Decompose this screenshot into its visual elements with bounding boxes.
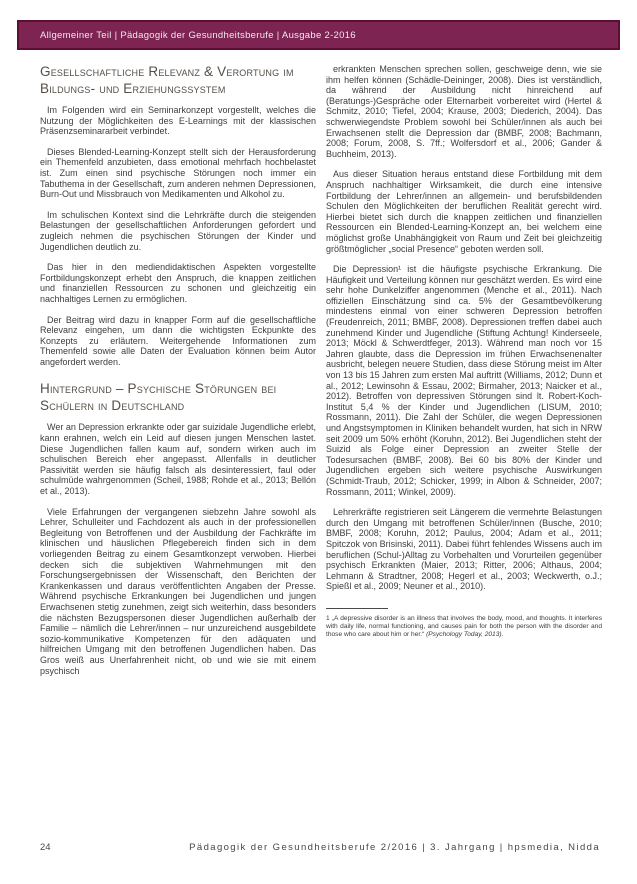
page-footer [40, 842, 600, 853]
right-column [326, 64, 602, 686]
section-heading-hintergrund: Hintergrund – Psychische Störungen bei Schülern in Deutschland [40, 381, 277, 413]
footnote-separator [326, 608, 388, 609]
paragraph: Im schulischen Kontext sind die Lehrkräfte durch die steigenden Belastungen der gesellschaftlichen Anforderungen gefordert und zugleich nehmen die psychischen Störungen der Kinder und Jugendlichen deutlich zu. [40, 209, 316, 252]
paragraph: Dieses Blended-Learning-Konzept stellt sich der Herausforderung ein Themenfeld anzubieten, dass emotional mehrfach hochbelastet ist. Zum einen sind psychische Störungen noch immer ein Tabuthema in der Gesellschaft, zum anderen nehmen Depressionen, Burn-Out und Missbrauch von Medikamenten und Alkohol zu. [40, 146, 316, 200]
footnote [326, 612, 602, 640]
footnote-text: 1 „A depressive disorder is an illness that involves the body, mood, and thoughts. It interferes with daily life, normal functioning, and causes pain for both the person with the disorder and those who care about him or her.“ [326, 614, 602, 639]
header-bar-text: Allgemeiner Teil | Pädagogik der Gesundheitsberufe | Ausgabe 2-2016 [40, 29, 356, 41]
journal-header-bar [17, 20, 620, 50]
paragraph: Wer an Depression erkrankte oder gar suizidale Jugendliche erlebt, kann erahnen, welch ein Leid auf diesen jungen Menschen lastet. Diese Jugendlichen fallen kaum auf, sondern wirken auch im schulischen Bereich eher angepasst. Allenfalls in deutlicher Passivität werden sie häufig falsch als desinteressiert, faul oder schulmüde wahrgenommen (Scheil, 1988; Rohde et al., 2013; Bellón et al., 2013). [40, 422, 316, 497]
footnote-source: (Psychology Today, 2013). [426, 631, 504, 639]
footer-journal-line: Pädagogik der Gesundheitsberufe 2/2016 | 3. Jahrgang | hpsmedia, Nidda [189, 842, 600, 853]
paragraph: Im Folgenden wird ein Seminarkonzept vorgestellt, welches die Nutzung der Möglichkeiten des E-Learnings mit der klassischen Präsenzseminararbeit verbindet. [40, 105, 316, 137]
paragraph: Viele Erfahrungen der vergangenen siebzehn Jahre sowohl als Lehrer, Schulleiter und Fachdozent als auch in der professionellen Begleitung von Betroffenen und der Ausbildung der Fachkräfte im klinischen und häuslichen Pflegebereich finden sich in dem vorliegenden Beitrag zu einem Gesamtkonzept verwoben. Hierbei decken sich die subjektiven Wahrnehmungen mit den Forschungsergebnissen der Wissenschaft, den Berichten der Krankenkassen und daraus veröffentlichten Angaben der Presse. Während psychische Erkrankungen bei Jugendlichen und jungen Erwachsenen stetig zunehmen, zeigt sich weiterhin, dass besonders die nächsten Bezugspersonen dieser Jugendlichen außerhalb der Familie – nämlich die Lehrer/innen – nur unzureichend ausgebildete sozio-kommunikative Kompetenzen für den adäquaten und hilfreichen Umgang mit den betroffenen Jugendlichen haben. Das Gros weiß aus Unerfahrenheit nicht, ob und wie sie mit einem psychisch [40, 506, 316, 676]
paragraph: Die Depression¹ ist die häufigste psychische Erkrankung. Die Häufigkeit und Verteilung können nur geschätzt werden. Es wird eine sehr hohe Dunkelziffer angenommen (Menche et al., 2011). Nach offiziellen Einschätzung sind ca. 5% der Gesamtbevölkerung mindestens einmal von einer schweren Depression betroffen (Freudenreich, 2011; BMBF, 2008). Depressionen treffen dabei auch zunehmend Kinder und Jugendliche (Stiftung Achtung! Kinderseele, 2013; Möckl & Schwerdtfeger, 2013). Während man noch vor 15 Jahren glaubte, dass die Depression im frühen Erwachsenenalter ausbricht, belegen neuere Studien, dass diese Störung meist im Alter von 13 bis 15 Jahren zum ersten Mal auftritt (Williams, 2012; Dunn et al., 2012; Lewinsohn & Essau, 2002; Birmaher, 2013; Naicker et al., 2012). Betroffen von depressiven Störungen sind lt. Robert-Koch-Institut 5,4 % der Kinder und Jugendlichen (LISUM, 2010; Rossmann, 2011). Die Zahl der Schüler, die wegen Depressionen und Angstsymptomen in Kliniken behandelt wurden, hat sich in NRW seit 2009 um 50% erhöht (Koruhn, 2012). Bei Jugendlichen steht der Suizid als Folge einer Depression an zweiter Stelle der Todesursachen (BMBF, 2008). Bei 60 bis 80% der Kinder und Jugendlichen ergeben sich weitere psychische Auswirkungen (Schmidt-Traub, 2012; Schicker, 1999; in Albon & Schneider, 2007; Rossmann, 2011; Winkel, 2009). [326, 264, 602, 497]
article-body [40, 64, 602, 686]
left-column [40, 64, 316, 686]
paragraph: Lehrerkräfte registrieren seit Längerem die vermehrte Belastungen durch den Umgang mit betroffenen Schüler/innen (Busche, 2010; BMBF, 2008; Koruhn, 2012; Paulus, 2004; Adam et al., 2011; Spitczok von Brisinski, 2011). Dabei führt fehlendes Wissens auch im beruflichen (Schul-)Alltag zu Vorbehalten und Vorurteilen gegenüber psychisch Erkrankten (Maier, 2013; Ritter, 2006; Althaus, 2004; Lehmann & Stradtner, 2008; Hegerl et al., 2003; Weckwerth, o.J.; Spießl et al., 2009; Neuner et al., 2010). [326, 507, 602, 592]
section-heading-relevanz: Gesellschaftliche Relevanz & Verortung im Bildungs- und Erziehungssystem [40, 64, 294, 96]
paragraph: Das hier in den mediendidaktischen Aspekten vorgestellte Fortbildungskonzept erhebt den Anspruch, die knappen zeitlichen und finanziellen Ressourcen zu schonen und gleichzeitig ein nachhaltiges Lernen zu ermöglichen. [40, 262, 316, 304]
paragraph: Der Beitrag wird dazu in knapper Form auf die gesellschaftliche Relevanz eingehen, um dann die wichtigsten Eckpunkte des Konzepts zu erläutern. Weitergehende Informationen zum Themenfeld sowie alle Daten der Evaluation können beim Autor angefordert werden. [40, 314, 316, 367]
paragraph: Aus dieser Situation heraus entstand diese Fortbildung mit dem Anspruch nachhaltiger Wirksamkeit, die durch eine intensive Fortbildung der Lehrer/innen an allgemein- und berufsbildenden Schulen den Möglichkeiten der beruflichen Realität gerecht wird. Hierbei bietet sich durch die knappen zeitlichen und finanziellen Ressourcen ein Blended-Learning-Konzept an, bei welchem eine möglichst große Unabhängigkeit von Raum und Zeit bei gleichzeitig größtmöglicher „social Presence“ geboten werden soll. [326, 169, 602, 254]
page-number: 24 [40, 842, 51, 853]
paragraph: erkrankten Menschen sprechen sollen, geschweige denn, wie sie ihm helfen können (Schädle-Deininger, 2008). Dies ist verständlich, da während der Ausbildung nicht hinreichend auf (Beratungs-)Gespräche oder Elternarbeit vorbereitet wird (Hertel & Schmitz, 2010; Tiefel, 2004; Krause, 2003; Diederich, 2004). Das schwerwiegendste Problem sowohl bei Schüler/innen als auch bei Erwachsenen stellt die Depression dar (BMBF, 2008; Bachmann, 2008; Forum, 2008, S. 7ff.; Wolfersdorf et al., 2006; Gander & Buchheim, 2013). [326, 64, 602, 159]
